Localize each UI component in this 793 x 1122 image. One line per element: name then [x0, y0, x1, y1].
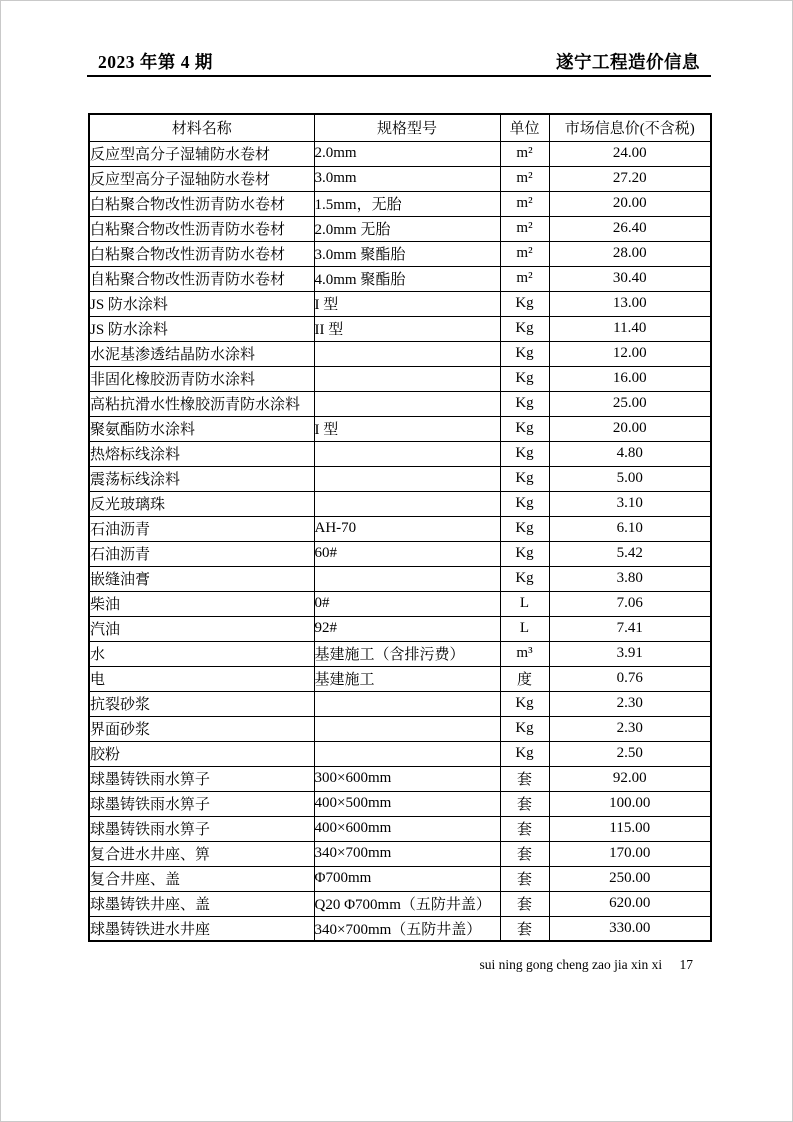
cell-market-price: 20.00 — [549, 191, 711, 216]
table-row — [89, 616, 711, 641]
cell-spec-model — [314, 491, 500, 516]
cell-market-price: 115.00 — [549, 816, 711, 841]
cell-unit: Kg — [500, 716, 549, 741]
cell-spec-model: 340×700mm（五防井盖） — [314, 916, 500, 941]
cell-market-price: 12.00 — [549, 341, 711, 366]
cell-spec-model: AH-70 — [314, 516, 500, 541]
cell-spec-model: 基建施工 — [314, 666, 500, 691]
table-row — [89, 491, 711, 516]
cell-material-name: 电 — [89, 666, 314, 691]
cell-material-name: 球墨铸铁雨水箅子 — [89, 791, 314, 816]
table-row — [89, 216, 711, 241]
cell-spec-model — [314, 466, 500, 491]
cell-market-price: 25.00 — [549, 391, 711, 416]
cell-unit: 套 — [500, 916, 549, 941]
cell-spec-model: 400×500mm — [314, 791, 500, 816]
cell-material-name: 抗裂砂浆 — [89, 691, 314, 716]
cell-material-name: 非固化橡胶沥青防水涂料 — [89, 366, 314, 391]
cell-spec-model — [314, 441, 500, 466]
table-row — [89, 866, 711, 891]
cell-spec-model: 4.0mm 聚酯胎 — [314, 266, 500, 291]
cell-market-price: 6.10 — [549, 516, 711, 541]
cell-market-price: 2.30 — [549, 716, 711, 741]
cell-spec-model — [314, 341, 500, 366]
table-row — [89, 666, 711, 691]
cell-market-price: 620.00 — [549, 891, 711, 916]
cell-unit: m² — [500, 191, 549, 216]
cell-material-name: 反光玻璃珠 — [89, 491, 314, 516]
cell-unit: Kg — [500, 741, 549, 766]
footer-pinyin: sui ning gong cheng zao jia xin xi — [479, 957, 663, 972]
cell-unit: 套 — [500, 891, 549, 916]
cell-market-price: 5.00 — [549, 466, 711, 491]
table-row — [89, 741, 711, 766]
cell-unit: 套 — [500, 766, 549, 791]
cell-spec-model: 400×600mm — [314, 816, 500, 841]
table-row — [89, 291, 711, 316]
cell-material-name: 水泥基渗透结晶防水涂料 — [89, 341, 314, 366]
cell-market-price: 4.80 — [549, 441, 711, 466]
header-rule — [87, 75, 711, 77]
cell-market-price: 330.00 — [549, 916, 711, 941]
cell-unit: 套 — [500, 816, 549, 841]
column-header-1: 规格型号 — [314, 114, 500, 141]
cell-market-price: 27.20 — [549, 166, 711, 191]
cell-material-name: 胶粉 — [89, 741, 314, 766]
cell-market-price: 2.50 — [549, 741, 711, 766]
cell-spec-model — [314, 716, 500, 741]
cell-spec-model: II 型 — [314, 316, 500, 341]
table-row — [89, 791, 711, 816]
cell-unit: Kg — [500, 366, 549, 391]
cell-material-name: JS 防水涂料 — [89, 316, 314, 341]
table-row — [89, 341, 711, 366]
cell-spec-model: 92# — [314, 616, 500, 641]
table-row — [89, 566, 711, 591]
table-row — [89, 441, 711, 466]
column-header-3: 市场信息价(不含税) — [549, 114, 711, 141]
cell-material-name: 反应型高分子湿轴防水卷材 — [89, 166, 314, 191]
table-row — [89, 591, 711, 616]
cell-material-name: 球墨铸铁井座、盖 — [89, 891, 314, 916]
cell-spec-model: 基建施工（含排污费） — [314, 641, 500, 666]
cell-spec-model: 300×600mm — [314, 766, 500, 791]
table-header — [89, 114, 711, 141]
table-row — [89, 891, 711, 916]
cell-material-name: 柴油 — [89, 591, 314, 616]
cell-unit: Kg — [500, 441, 549, 466]
cell-spec-model: I 型 — [314, 416, 500, 441]
cell-material-name: 聚氨酯防水涂料 — [89, 416, 314, 441]
cell-material-name: 白粘聚合物改性沥青防水卷材 — [89, 191, 314, 216]
cell-unit: Kg — [500, 341, 549, 366]
cell-material-name: 高粘抗滑水性橡胶沥青防水涂料 — [89, 391, 314, 416]
cell-market-price: 28.00 — [549, 241, 711, 266]
cell-material-name: 球墨铸铁雨水箅子 — [89, 816, 314, 841]
table-row — [89, 366, 711, 391]
cell-material-name: JS 防水涂料 — [89, 291, 314, 316]
cell-market-price: 26.40 — [549, 216, 711, 241]
cell-unit: L — [500, 616, 549, 641]
table-row — [89, 541, 711, 566]
cell-spec-model: 1.5mm，无胎 — [314, 191, 500, 216]
cell-spec-model — [314, 391, 500, 416]
cell-material-name: 白粘聚合物改性沥青防水卷材 — [89, 241, 314, 266]
table-row — [89, 916, 711, 941]
cell-market-price: 3.10 — [549, 491, 711, 516]
cell-material-name: 嵌缝油膏 — [89, 566, 314, 591]
cell-spec-model: Q20 Φ700mm（五防井盖） — [314, 891, 500, 916]
table-row — [89, 516, 711, 541]
table-row — [89, 766, 711, 791]
cell-market-price: 3.80 — [549, 566, 711, 591]
table-header-row — [89, 114, 711, 141]
cell-material-name: 球墨铸铁雨水箅子 — [89, 766, 314, 791]
cell-material-name: 水 — [89, 641, 314, 666]
page-footer — [88, 957, 710, 973]
cell-spec-model: 2.0mm 无胎 — [314, 216, 500, 241]
table-row — [89, 816, 711, 841]
cell-market-price: 0.76 — [549, 666, 711, 691]
table-row — [89, 716, 711, 741]
cell-material-name: 白粘聚合物改性沥青防水卷材 — [89, 216, 314, 241]
cell-unit: Kg — [500, 566, 549, 591]
cell-market-price: 2.30 — [549, 691, 711, 716]
cell-spec-model: 3.0mm — [314, 166, 500, 191]
cell-market-price: 7.41 — [549, 616, 711, 641]
table-row — [89, 466, 711, 491]
cell-unit: Kg — [500, 516, 549, 541]
cell-unit: m² — [500, 266, 549, 291]
cell-unit: m² — [500, 166, 549, 191]
cell-market-price: 92.00 — [549, 766, 711, 791]
table-row — [89, 166, 711, 191]
cell-material-name: 复合井座、盖 — [89, 866, 314, 891]
cell-spec-model — [314, 566, 500, 591]
cell-material-name: 热熔标线涂料 — [89, 441, 314, 466]
cell-unit: 套 — [500, 841, 549, 866]
cell-unit: 套 — [500, 791, 549, 816]
cell-unit: Kg — [500, 491, 549, 516]
cell-material-name: 汽油 — [89, 616, 314, 641]
cell-spec-model: 2.0mm — [314, 141, 500, 166]
cell-spec-model — [314, 691, 500, 716]
cell-unit: Kg — [500, 416, 549, 441]
cell-unit: Kg — [500, 466, 549, 491]
table-row — [89, 241, 711, 266]
table-row — [89, 691, 711, 716]
table-body — [89, 141, 711, 941]
table-row — [89, 141, 711, 166]
cell-material-name: 复合进水井座、箅 — [89, 841, 314, 866]
cell-spec-model: Φ700mm — [314, 866, 500, 891]
cell-market-price: 100.00 — [549, 791, 711, 816]
cell-spec-model: 3.0mm 聚酯胎 — [314, 241, 500, 266]
cell-unit: Kg — [500, 391, 549, 416]
table-row — [89, 841, 711, 866]
cell-unit: Kg — [500, 541, 549, 566]
cell-unit: m² — [500, 141, 549, 166]
cell-unit: Kg — [500, 291, 549, 316]
cell-material-name: 石油沥青 — [89, 541, 314, 566]
cell-market-price: 20.00 — [549, 416, 711, 441]
cell-market-price: 13.00 — [549, 291, 711, 316]
issue-label: 2023 年第 4 期 — [98, 52, 213, 72]
publication-title: 遂宁工程造价信息 — [556, 52, 700, 72]
cell-unit: m² — [500, 241, 549, 266]
cell-unit: 套 — [500, 866, 549, 891]
cell-market-price: 5.42 — [549, 541, 711, 566]
cell-unit: 度 — [500, 666, 549, 691]
table-row — [89, 316, 711, 341]
cell-material-name: 反应型高分子湿辅防水卷材 — [89, 141, 314, 166]
cell-market-price: 11.40 — [549, 316, 711, 341]
page-number: 17 — [679, 957, 693, 972]
cell-market-price: 30.40 — [549, 266, 711, 291]
cell-unit: L — [500, 591, 549, 616]
cell-material-name: 自粘聚合物改性沥青防水卷材 — [89, 266, 314, 291]
page-header — [88, 49, 710, 74]
column-header-0: 材料名称 — [89, 114, 314, 141]
column-header-2: 单位 — [500, 114, 549, 141]
cell-spec-model: 0# — [314, 591, 500, 616]
cell-material-name: 球墨铸铁进水井座 — [89, 916, 314, 941]
cell-material-name: 界面砂浆 — [89, 716, 314, 741]
cell-spec-model — [314, 741, 500, 766]
cell-market-price: 250.00 — [549, 866, 711, 891]
cell-unit: m³ — [500, 641, 549, 666]
cell-unit: Kg — [500, 691, 549, 716]
table-row — [89, 191, 711, 216]
table-row — [89, 266, 711, 291]
cell-unit: m² — [500, 216, 549, 241]
cell-spec-model: 60# — [314, 541, 500, 566]
table-row — [89, 641, 711, 666]
cell-material-name: 震荡标线涂料 — [89, 466, 314, 491]
cell-spec-model: 340×700mm — [314, 841, 500, 866]
cell-market-price: 170.00 — [549, 841, 711, 866]
table-row — [89, 416, 711, 441]
cell-market-price: 3.91 — [549, 641, 711, 666]
cell-market-price: 16.00 — [549, 366, 711, 391]
cell-market-price: 24.00 — [549, 141, 711, 166]
cell-market-price: 7.06 — [549, 591, 711, 616]
cell-material-name: 石油沥青 — [89, 516, 314, 541]
table-row — [89, 391, 711, 416]
cell-spec-model: I 型 — [314, 291, 500, 316]
material-price-table — [88, 113, 712, 942]
cell-spec-model — [314, 366, 500, 391]
cell-unit: Kg — [500, 316, 549, 341]
